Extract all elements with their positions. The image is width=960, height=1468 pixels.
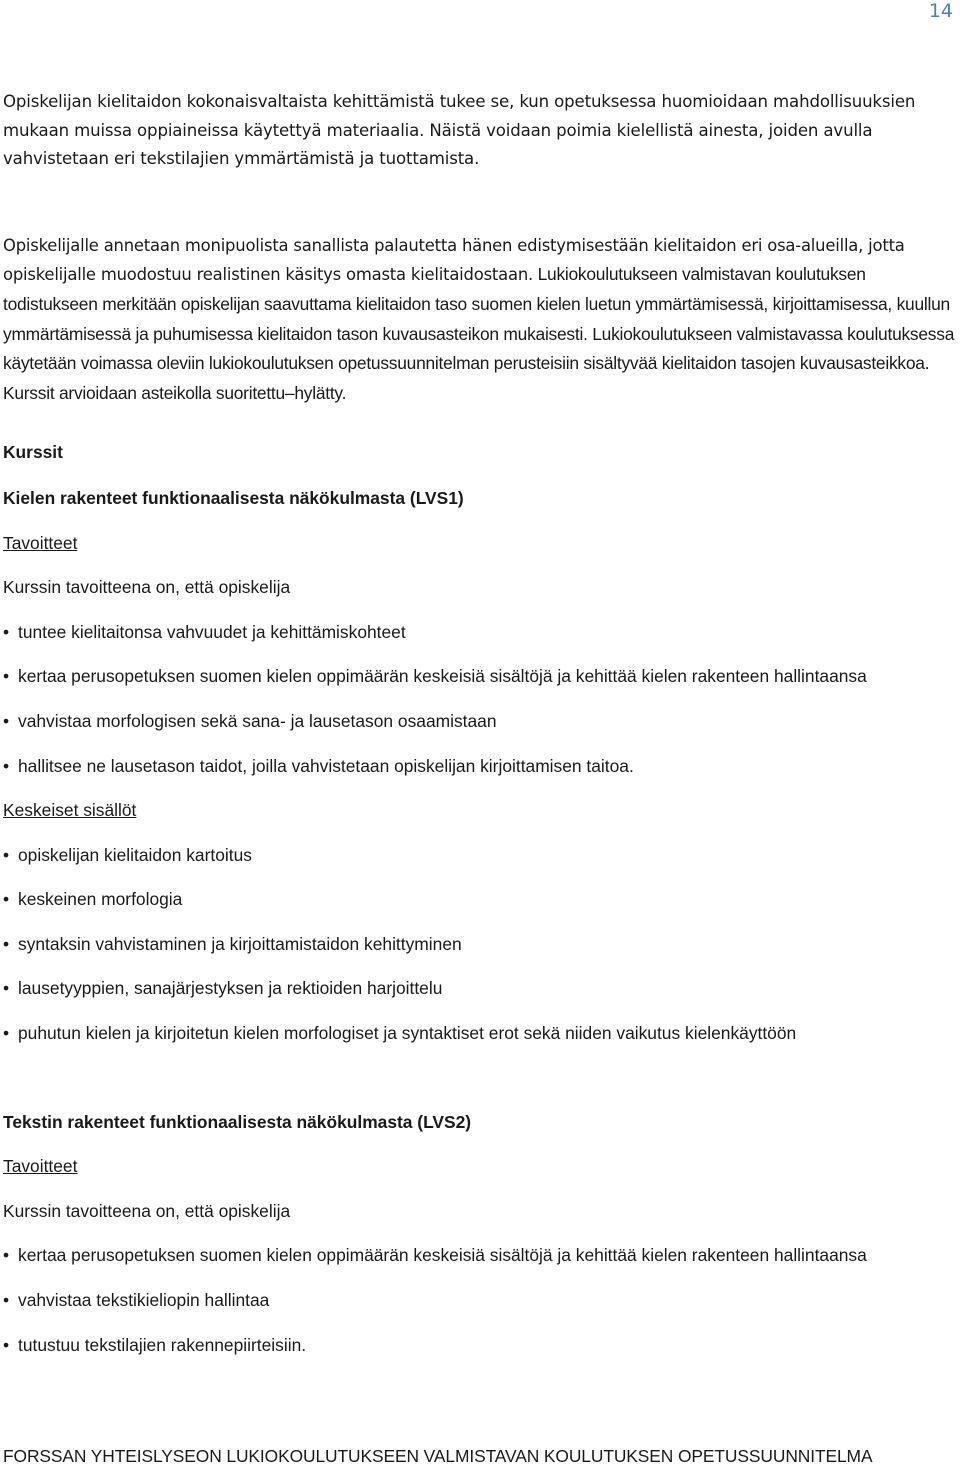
goals-heading: Tavoitteet (3, 1156, 78, 1177)
contents-heading: Keskeiset sisällöt (3, 800, 137, 821)
page-number: 14 (928, 0, 953, 22)
list-item: • tutustuu tekstilajien rakennepiirteisiin. (3, 1331, 955, 1360)
bullet: • (3, 710, 10, 731)
list-item: • vahvistaa morfologisen sekä sana- ja lausetason osaamistaan (3, 707, 955, 736)
goals-list (3, 618, 955, 780)
bullet: • (3, 1290, 10, 1311)
contents-list (3, 841, 955, 1048)
list-item: • puhutun kielen ja kirjoitetun kielen morfologiset ja syntaktiset erot sekä niiden vaikutus kielenkäyttöön (3, 1019, 955, 1048)
page-footer: FORSSAN YHTEISLYSEON LUKIOKOULUTUKSEEN VALMISTAVAN KOULUTUKSEN OPETUSSUUNNITELMA (3, 1446, 873, 1466)
list-item: • tuntee kielitaitonsa vahvuudet ja kehittämiskohteet (3, 618, 955, 647)
list-item: • lausetyyppien, sanajärjestyksen ja rektioiden harjoittelu (3, 974, 955, 1003)
list-item: • kertaa perusopetuksen suomen kielen oppimäärän keskeisiä sisältöjä ja kehittää kielen rakenteen hallintaansa (3, 662, 955, 691)
goals-heading: Tavoitteet (3, 532, 78, 553)
bullet: • (3, 1334, 10, 1355)
list-item: • opiskelijan kielitaidon kartoitus (3, 841, 955, 870)
bullet: • (3, 1245, 10, 1266)
list-item: • kertaa perusopetuksen suomen kielen oppimäärän keskeisiä sisältöjä ja kehittää kielen rakenteen hallintaansa (3, 1241, 955, 1270)
goals-list (3, 1241, 955, 1359)
bullet: • (3, 621, 10, 642)
bullet: • (3, 978, 10, 999)
list-item: • vahvistaa tekstikieliopin hallintaa (3, 1286, 955, 1315)
bullet: • (3, 844, 10, 865)
bullet: • (3, 1023, 10, 1044)
list-item: • syntaksin vahvistaminen ja kirjoittamistaidon kehittyminen (3, 930, 955, 959)
goals-intro: Kurssin tavoitteena on, että opiskelija (3, 1200, 291, 1221)
bullet: • (3, 755, 10, 776)
paragraph-feedback-assessment (3, 232, 955, 409)
bullet: • (3, 933, 10, 954)
section-heading-courses: Kurssit (3, 442, 63, 463)
course-title-lvs1: Kielen rakenteet funktionaalisesta näkökulmasta (LVS1) (3, 487, 464, 508)
bullet: • (3, 666, 10, 687)
goals-intro: Kurssin tavoitteena on, että opiskelija (3, 577, 291, 598)
paragraph-feedback-text: Opiskelijalle annetaan monipuolista sanallista palautetta hänen edistymisestään kielitaidon eri osa-alueilla, jotta opiskelijalle muodostuu realistinen käsitys omasta kielitaidostaan. (3, 235, 905, 285)
paragraph-language-development: Opiskelijan kielitaidon kokonaisvaltaista kehittämistä tukee se, kun opetuksessa huomioidaan mahdollisuuksien mukaan muissa oppiaineissa käytettyä materiaalia. Näistä voidaan poimia kielellistä ainesta, joiden avulla vahvistetaan eri tekstilajien ymmärtämistä ja tuottamista. (3, 92, 916, 169)
paragraph-certificate-text: Lukiokoulutukseen valmistavan koulutuksen todistukseen merkitään opiskelijan saavuttama kielitaidon taso suomen kielen luetun ymmärtämisessä, kirjoittamisessa, kuullun ymmärtämisessä ja puhumisessa kielitaidon tason kuvausasteikon mukaisesti. Lukiokoulutukseen valmistavassa koulutuksessa käytetään voimassa oleviin lukiokoulutuksen opetussuunnitelman perusteisiin sisältyvää kielitaidon tasojen kuvausasteikkoa. Kurssit arvioidaan asteikolla suoritettu–hylätty. (3, 264, 955, 403)
list-item: • hallitsee ne lausetason taidot, joilla vahvistetaan opiskelijan kirjoittamisen taitoa. (3, 752, 955, 781)
list-item: • keskeinen morfologia (3, 885, 955, 914)
document-body (3, 88, 955, 1359)
bullet: • (3, 889, 10, 910)
course-title-lvs2: Tekstin rakenteet funktionaalisesta näkökulmasta (LVS2) (3, 1111, 472, 1132)
